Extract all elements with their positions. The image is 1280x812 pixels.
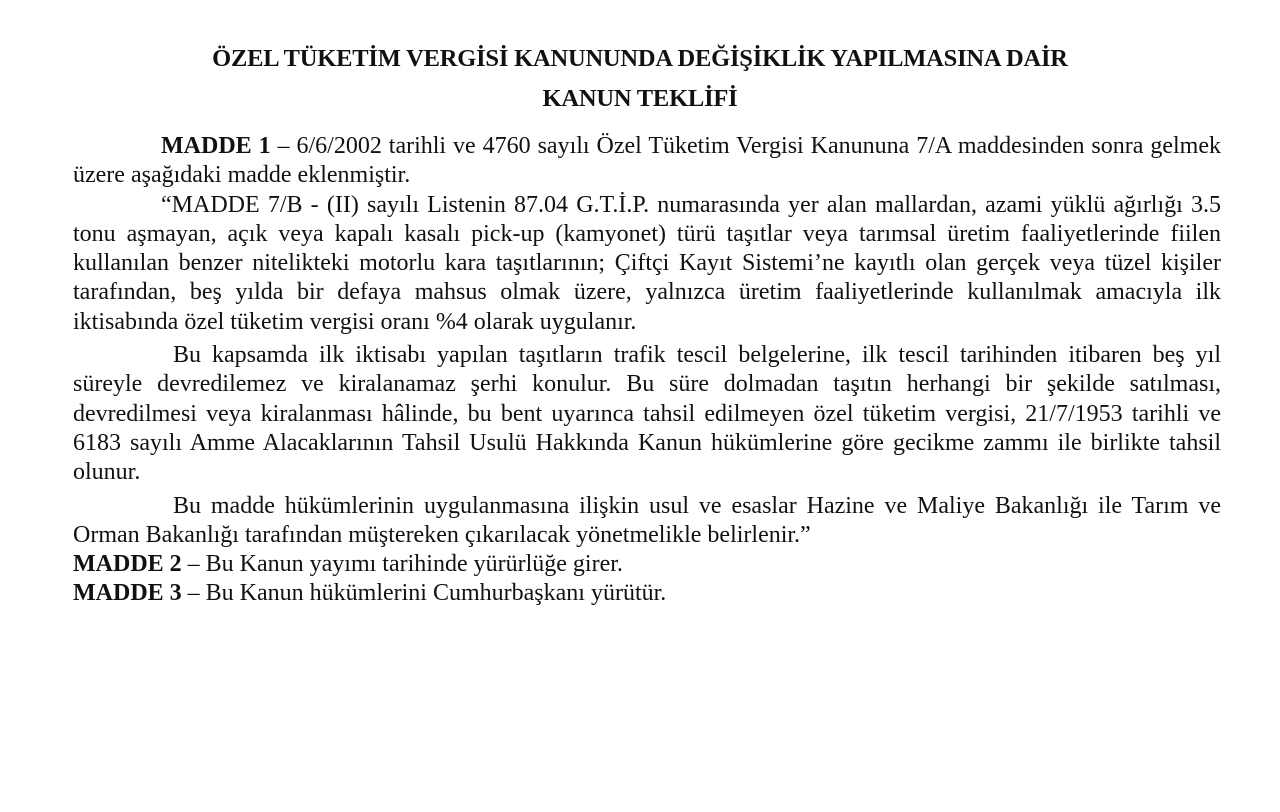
inserted-article-paragraph-1: “MADDE 7/B - (II) sayılı Listenin 87.04 G.T.İ.P. numarasında yer alan mallardan, azami yüklü ağırlığı 3.5 tonu aşmayan, açık veya kapalı kasalı pick-up (kamyonet) türü taşıtlar veya tarımsal üretim faaliyetlerinde fiilen kullanılan benzer nitelikteki motorlu kara taşıtlarının; Çiftçi Kayıt Sistemi’ne kayıtlı olan gerçek veya tüzel kişiler tarafından, beş yılda bir defaya mahsus olmak üzere, yalnızca üretim faaliyetlerinde kullanılmak amacıyla ilk iktisabında özel tüketim vergisi oranı %4 olarak uygulanır. [73, 191, 1221, 335]
document-title-line-2: KANUN TEKLİFİ [542, 85, 738, 112]
document-body [73, 132, 1221, 609]
article-3 [73, 579, 1221, 608]
article-3-text: – Bu Kanun hükümlerini Cumhurbaşkanı yürütür. [181, 580, 667, 607]
document-title-line-1: ÖZEL TÜKETİM VERGİSİ KANUNUNDA DEĞİŞİKLİK YAPILMASINA DAİR [212, 45, 1068, 72]
article-2 [73, 550, 1221, 579]
article-2-label: MADDE 2 [73, 551, 182, 578]
article-2-text: – Bu Kanun yayımı tarihinde yürürlüğe girer. [181, 551, 623, 578]
article-1 [73, 132, 1221, 191]
inserted-article-paragraph-2: Bu kapsamda ilk iktisabı yapılan taşıtların trafik tescil belgelerine, ilk tescil tarihinden itibaren beş yıl süreyle devredilemez ve kiralanamaz şerhi konulur. Bu süre dolmadan taşıtın herhangi bir şekilde satılması, devredilmesi veya kiralanması hâlinde, bu bent uyarınca tahsil edilmeyen özel tüketim vergisi, 21/7/1953 tarihli ve 6183 sayılı Amme Alacaklarının Tahsil Usulü Hakkında Kanun hükümlerine göre gecikme zammı ile birlikte tahsil olunur. [73, 342, 1221, 486]
article-1-label: MADDE 1 [161, 133, 271, 159]
inserted-article-paragraph-3: Bu madde hükümlerinin uygulanmasına ilişkin usul ve esaslar Hazine ve Maliye Bakanlığı ile Tarım ve Orman Bakanlığı tarafından müştereken çıkarılacak yönetmelikle belirlenir.” [73, 492, 1221, 548]
article-1-text: – 6/6/2002 tarihli ve 4760 sayılı Özel Tüketim Vergisi Kanununa 7/A maddesinden sonra gelmek üzere aşağıdaki madde eklenmiştir. [73, 133, 1222, 189]
article-3-label: MADDE 3 [73, 580, 182, 607]
